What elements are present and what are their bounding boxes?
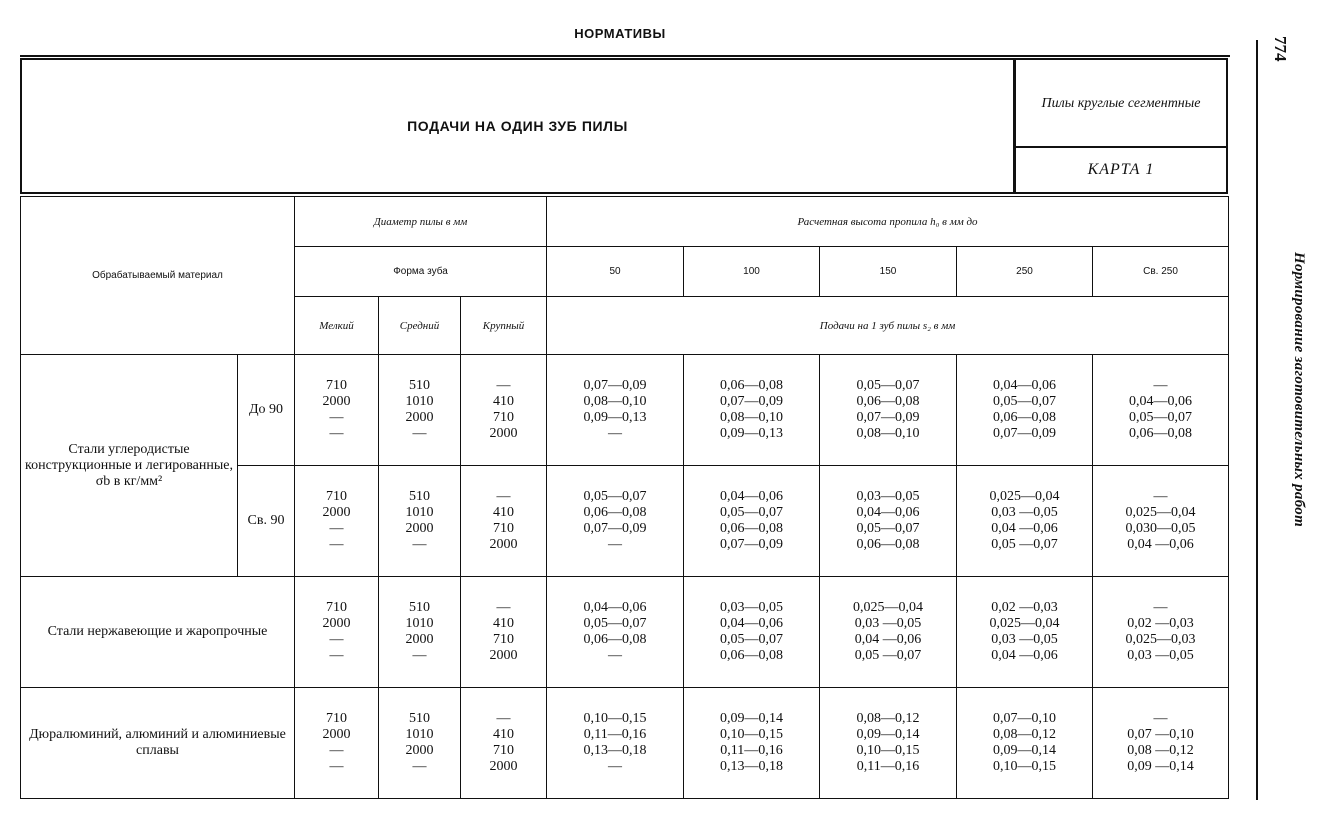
coarse-values	[461, 688, 547, 799]
feed-h250	[957, 466, 1093, 577]
feed-h50	[547, 466, 684, 577]
header-label: Мелкий	[319, 319, 354, 332]
table-cell-value: 0,05—0,07	[720, 632, 784, 647]
table-cell-value: 2000	[405, 521, 434, 536]
height-col-header: 150	[820, 247, 957, 297]
table-cell-value: 510	[409, 489, 430, 504]
table-cell-value: 0,04—0,06	[1129, 394, 1193, 409]
feed-h100	[684, 688, 820, 799]
title-block	[20, 58, 1228, 194]
table-cell-value: 410	[493, 727, 514, 742]
feed-table	[20, 196, 1229, 799]
medium-values	[379, 577, 461, 688]
feed-over250	[1093, 577, 1229, 688]
table-cell-value: 0,03 —0,05	[1127, 648, 1194, 663]
table-cell-value: —	[608, 426, 623, 441]
table-cell-value: —	[329, 759, 344, 774]
table-cell-value: 710	[326, 711, 347, 726]
table-cell-value: 0,11—0,16	[583, 727, 647, 742]
table-cell-value: —	[608, 759, 623, 774]
feed-h250	[957, 355, 1093, 466]
table-cell-value: —	[496, 711, 511, 726]
table-cell-value: 0,05—0,07	[720, 505, 784, 520]
table-cell-value: 0,05—0,07	[993, 394, 1057, 409]
table-cell-value: —	[1153, 489, 1168, 504]
table-title: ПОДАЧИ НА ОДИН ЗУБ ПИЛЫ	[22, 60, 1016, 192]
feed-h250	[957, 688, 1093, 799]
table-cell-value: 0,04—0,06	[993, 378, 1057, 393]
table-cell-value: 510	[409, 711, 430, 726]
table-cell-value: 0,07—0,09	[720, 537, 784, 552]
height-col-header: 100	[684, 247, 820, 297]
height-col-header: 50	[547, 247, 684, 297]
material-cell: Дюралюминий, алюминий и алюминиевые сплавы	[21, 688, 295, 799]
table-cell-value: 0,10—0,15	[993, 759, 1057, 774]
table-cell-value: 0,07—0,09	[583, 521, 647, 536]
table-cell-value: 2000	[405, 743, 434, 758]
table-cell-value: 0,03—0,05	[720, 600, 784, 615]
table-cell-value: —	[496, 489, 511, 504]
table-cell-value: 0,04 —0,06	[991, 648, 1058, 663]
table-cell-value: 0,03 —0,05	[854, 616, 922, 631]
table-cell-value: 0,11—0,16	[856, 759, 920, 774]
feed-h150	[820, 577, 957, 688]
page-header: НОРМАТИВЫ	[574, 26, 666, 41]
table-cell-value: —	[412, 648, 427, 663]
coarse-values	[461, 577, 547, 688]
medium-values	[379, 466, 461, 577]
table-cell-value: 0,04—0,06	[720, 616, 784, 631]
table-cell-value: 0,07—0,09	[856, 410, 920, 425]
table-cell-value: 0,06—0,08	[720, 378, 784, 393]
header-label: Подачи на 1 зуб пилы s₂ в мм	[819, 319, 956, 332]
table-cell-value: 510	[409, 378, 430, 393]
tool-name: Пилы круглые сегментные	[1016, 60, 1226, 148]
tooth-form-coarse	[461, 297, 547, 355]
table-cell-value: —	[1153, 711, 1168, 726]
right-rule	[1256, 40, 1258, 800]
table-cell-value: 1010	[405, 727, 434, 742]
table-cell-value: 0,06—0,08	[583, 505, 647, 520]
table-cell-value: 0,04—0,06	[583, 600, 647, 615]
medium-values	[379, 355, 461, 466]
table-cell-value: —	[329, 537, 344, 552]
table-cell-value: 2000	[322, 616, 351, 631]
table-cell-value: 710	[326, 378, 347, 393]
table-cell-value: 0,04 —0,06	[1127, 537, 1194, 552]
table-cell-value: 410	[493, 505, 514, 520]
table-cell-value: 0,09—0,14	[993, 743, 1057, 758]
table-cell-value: 710	[493, 632, 514, 647]
table-cell-value: 0,06—0,08	[720, 521, 784, 536]
table-cell-value: —	[496, 600, 511, 615]
table-cell-value: 710	[326, 489, 347, 504]
table-cell-value: 0,09—0,13	[583, 410, 647, 425]
table-cell-value: 2000	[489, 426, 518, 441]
strength-range-cell: До 90	[238, 355, 295, 466]
medium-values	[379, 688, 461, 799]
table-cell-value: 0,08—0,12	[993, 727, 1057, 742]
feed-h150	[820, 466, 957, 577]
top-rule	[20, 55, 1230, 57]
table-cell-value: 0,09—0,13	[720, 426, 784, 441]
table-cell-value: 0,05—0,07	[583, 489, 647, 504]
table-cell-value: 510	[409, 600, 430, 615]
table-cell-value: 0,025—0,04	[1125, 505, 1196, 520]
table-cell-value: 410	[493, 394, 514, 409]
table-cell-value: 2000	[405, 410, 434, 425]
table-cell-value: 0,06—0,08	[583, 632, 647, 647]
table-cell-value: 1010	[405, 505, 434, 520]
table-cell-value: 0,05—0,07	[856, 378, 920, 393]
height-col-header: 250	[957, 247, 1093, 297]
table-cell-value: 2000	[489, 648, 518, 663]
page-number: 774	[1271, 36, 1290, 62]
table-cell-value: 0,11—0,16	[720, 743, 783, 758]
table-cell-value: 0,06—0,08	[856, 537, 920, 552]
height-header	[547, 197, 1229, 247]
table-cell-value: —	[496, 378, 511, 393]
table-cell-value: 0,09—0,14	[720, 711, 784, 726]
table-cell-value: 0,07—0,09	[720, 394, 784, 409]
table-cell-value: 0,07—0,09	[993, 426, 1057, 441]
table-cell-value: 0,025—0,04	[853, 600, 924, 615]
table-row	[21, 577, 1229, 688]
material-cell: Стали нержавеющие и жаропрочные	[21, 577, 295, 688]
tooth-form-fine	[295, 297, 379, 355]
feed-h100	[684, 577, 820, 688]
feed-h250	[957, 577, 1093, 688]
table-cell-value: 0,030—0,05	[1125, 521, 1196, 536]
material-cell: Стали углеродистые конструкционные и легированные, σb в кг/мм²	[21, 355, 238, 577]
table-cell-value: 0,08—0,10	[583, 394, 647, 409]
table-cell-value: —	[608, 537, 623, 552]
fine-values	[295, 355, 379, 466]
feed-h50	[547, 577, 684, 688]
header-label: Диаметр пилы в мм	[373, 215, 468, 228]
table-cell-value: 0,04—0,06	[856, 505, 920, 520]
fine-values	[295, 577, 379, 688]
table-cell-value: 0,02 —0,03	[991, 600, 1058, 615]
table-cell-value: 0,05—0,07	[856, 521, 920, 536]
table-cell-value: 0,06—0,08	[1129, 426, 1193, 441]
table-row	[21, 355, 1229, 466]
feed-over250	[1093, 688, 1229, 799]
table-cell-value: 0,07 —0,10	[1127, 727, 1194, 742]
feed-h150	[820, 355, 957, 466]
feed-over250	[1093, 466, 1229, 577]
table-cell-value: 0,07—0,10	[993, 711, 1057, 726]
diameter-header	[295, 197, 547, 247]
table-cell-value: 0,025—0,03	[1125, 632, 1196, 647]
table-cell-value: 0,08—0,12	[856, 711, 920, 726]
table-cell-value: —	[412, 759, 427, 774]
table-cell-value: 0,04 —0,06	[991, 521, 1058, 536]
table-cell-value: 0,05 —0,07	[991, 537, 1058, 552]
table-cell-value: —	[1153, 378, 1168, 393]
table-cell-value: 0,05—0,07	[1129, 410, 1193, 425]
tooth-form-header: Форма зуба	[295, 247, 547, 297]
table-cell-value: 0,02 —0,03	[1127, 616, 1194, 631]
table-cell-value: —	[329, 648, 344, 663]
table-cell-value: —	[1153, 600, 1168, 615]
coarse-values	[461, 355, 547, 466]
table-cell-value: 0,06—0,08	[720, 648, 784, 663]
table-cell-value: —	[329, 632, 344, 647]
table-cell-value: 0,09—0,14	[856, 727, 920, 742]
strength-range-cell: Св. 90	[238, 466, 295, 577]
table-cell-value: 0,10—0,15	[583, 711, 647, 726]
table-cell-value: 0,10—0,15	[720, 727, 784, 742]
table-cell-value: 410	[493, 616, 514, 631]
table-cell-value: 710	[493, 743, 514, 758]
fine-values	[295, 466, 379, 577]
table-cell-value: 0,05 —0,07	[854, 648, 922, 663]
table-cell-value: 2000	[322, 727, 351, 742]
table-cell-value: —	[329, 410, 344, 425]
running-side-title: Нормирование заготовительных работ	[1291, 252, 1307, 528]
table-cell-value: 1010	[405, 616, 434, 631]
coarse-values	[461, 466, 547, 577]
table-cell-value: 0,04—0,06	[720, 489, 784, 504]
table-cell-value: 0,08 —0,12	[1127, 743, 1194, 758]
table-cell-value: 2000	[322, 394, 351, 409]
tooth-form-medium	[379, 297, 461, 355]
material-header: Обрабатываемый материал	[21, 197, 295, 355]
table-cell-value: 710	[493, 410, 514, 425]
feed-header	[547, 297, 1229, 355]
header-label: Крупный	[482, 319, 525, 332]
table-row	[21, 688, 1229, 799]
feed-h50	[547, 688, 684, 799]
table-cell-value: 0,13—0,18	[583, 743, 647, 758]
table-cell-value: 0,09 —0,14	[1127, 759, 1194, 774]
table-cell-value: —	[329, 743, 344, 758]
feed-h150	[820, 688, 957, 799]
table-cell-value: 0,03 —0,05	[991, 632, 1058, 647]
table-cell-value: —	[412, 537, 427, 552]
table-cell-value: 0,03—0,05	[856, 489, 920, 504]
table-cell-value: 2000	[489, 537, 518, 552]
table-cell-value: —	[329, 521, 344, 536]
table-cell-value: 2000	[489, 759, 518, 774]
header-label: Средний	[399, 319, 440, 332]
fine-values	[295, 688, 379, 799]
table-cell-value: 0,025—0,04	[989, 616, 1060, 631]
table-cell-value: 0,025—0,04	[989, 489, 1060, 504]
header-label: Расчетная высота пропила h₀ в мм до	[797, 215, 978, 228]
table-cell-value: 0,08—0,10	[856, 426, 920, 441]
table-cell-value: 0,06—0,08	[856, 394, 920, 409]
table-cell-value: —	[412, 426, 427, 441]
table-cell-value: 1010	[405, 394, 434, 409]
table-cell-value: —	[329, 426, 344, 441]
table-cell-value: 2000	[322, 505, 351, 520]
table-cell-value: 0,10—0,15	[856, 743, 920, 758]
table-cell-value: 0,04 —0,06	[854, 632, 922, 647]
table-cell-value: 710	[493, 521, 514, 536]
table-cell-value: 2000	[405, 632, 434, 647]
table-cell-value: 0,03 —0,05	[991, 505, 1058, 520]
table-cell-value: 0,05—0,07	[583, 616, 647, 631]
feed-h100	[684, 355, 820, 466]
table-cell-value: 710	[326, 600, 347, 615]
feed-over250	[1093, 355, 1229, 466]
feed-h100	[684, 466, 820, 577]
table-cell-value: 0,07—0,09	[583, 378, 647, 393]
table-cell-value: 0,13—0,18	[720, 759, 784, 774]
feed-h50	[547, 355, 684, 466]
table-cell-value: 0,06—0,08	[993, 410, 1057, 425]
table-cell-value: 0,08—0,10	[720, 410, 784, 425]
card-number: КАРТА 1	[1087, 161, 1155, 178]
height-col-header: Св. 250	[1093, 247, 1229, 297]
table-cell-value: —	[608, 648, 623, 663]
